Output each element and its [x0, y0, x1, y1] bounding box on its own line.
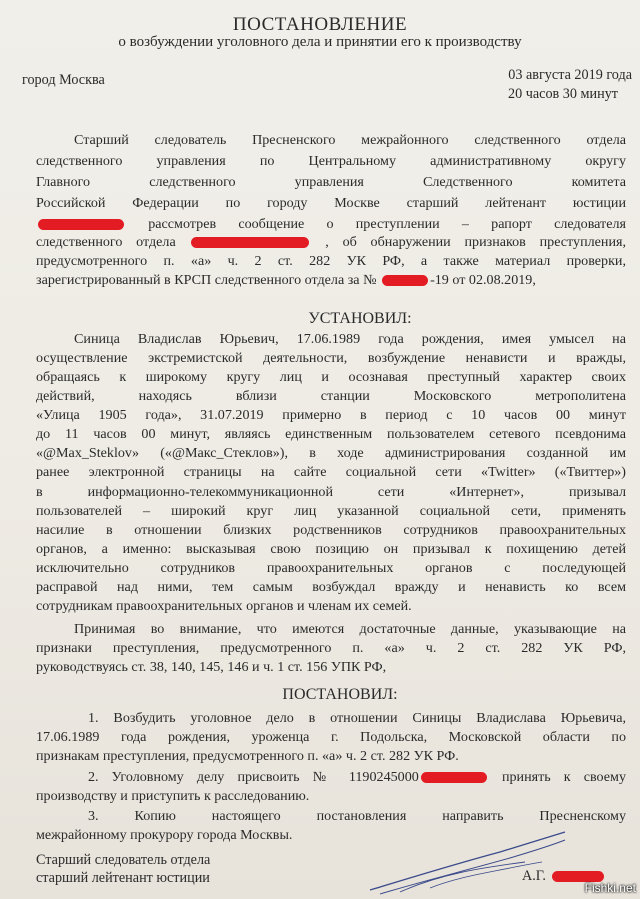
established-line: до 11 часов 00 минут, являясь единственным пользователем сетевого псевдонима [36, 426, 626, 442]
resolved-text: принять к своему [501, 769, 627, 785]
intro-line: следственного управления по Центральному административному округу [36, 153, 626, 169]
intro-line [36, 234, 626, 250]
redaction-mark [421, 772, 487, 783]
resolved-line: межрайонному прокурору города Москвы. [36, 827, 293, 843]
intro-line: предусмотренного п. «а» ч. 2 ст. 282 УК РФ, а также материал проверки, [36, 253, 626, 269]
section-heading-established: УСТАНОВИЛ: [308, 310, 412, 327]
city: город Москва [22, 72, 105, 88]
redaction-mark [382, 275, 428, 286]
established-line: органов, а именно: высказывая свою позицию он призывал к похищению детей [36, 541, 626, 557]
time: 20 часов 30 минут [508, 86, 618, 102]
intro-text: -19 от 02.08.2019, [430, 272, 536, 288]
document-subtitle: о возбуждении уголовного дела и принятии его к производству [118, 34, 522, 50]
intro-text: рассмотрев сообщение о преступлении – рапорт следователя [148, 216, 626, 232]
considering-line: руководствуясь ст. 38, 140, 145, 146 и ч. 1 ст. 156 УПК РФ, [36, 659, 387, 675]
resolved-line: производству и приступить к расследованию. [36, 788, 310, 804]
resolved-line: признакам преступления, предусмотренного п. «а» ч. 2 ст. 282 УК РФ. [36, 748, 459, 764]
date: 03 августа 2019 года [508, 67, 632, 83]
intro-text: зарегистрированный в КРСП следственного отдела за № [36, 272, 377, 288]
established-line: действий, находясь вблизи станции Московского метрополитена [36, 388, 626, 404]
established-line: насилие в отношении близких родственников сотрудников правоохранительных [36, 522, 626, 538]
resolved-line: 17.06.1989 года рождения, уроженца г. Подольска, Московской области по [36, 729, 626, 745]
watermark-logo: Fishki.net [584, 881, 636, 895]
established-line: осуществление экстремистской деятельности, возбуждение ненависти и вражды, [36, 350, 626, 366]
redaction-mark [191, 237, 309, 248]
intro-text: , об обнаружении признаков преступления, [325, 234, 626, 250]
established-line: Синица Владислав Юрьевич, 17.06.1989 года рождения, имея умысел на [74, 331, 626, 347]
established-line: обращаясь к широкому кругу лиц и осознавая преступный характер своих [36, 369, 626, 385]
signer-initials-text: А.Г. [522, 868, 546, 884]
resolved-line: 1. Возбудить уголовное дело в отношении Синицы Владислава Юрьевича, [88, 710, 626, 726]
established-line: пользователей – широкий круг лиц указанной социальной сети, применять [36, 503, 626, 519]
established-line: «@Max_Steklov» («@Макс_Стеклов»), в ходе администрирования созданной им [36, 445, 626, 461]
resolved-line: 3. Копию настоящего постановления направить Пресненскому [88, 808, 626, 824]
intro-text: следственного отдела [36, 234, 176, 250]
established-line: сотрудникам правоохранительных органов и членам их семей. [36, 598, 412, 614]
case-number [349, 769, 489, 785]
established-line: исключительно сотрудников правоохранительных органов с последующей [36, 560, 626, 576]
considering-line: признаки преступления, предусмотренного п. «а» ч. 2 ст. 282 УК РФ, [36, 640, 626, 656]
intro-line [36, 216, 626, 232]
intro-line: Старший следователь Пресненского межрайонного следственного отдела [74, 132, 626, 148]
established-line: в информационно-телекоммуникационной сети «Интернет», призывал [36, 484, 626, 500]
intro-line [36, 272, 626, 288]
redaction-mark [38, 219, 124, 230]
resolved-text: 2. Уголовному делу присвоить № [88, 769, 336, 785]
handwritten-signature [360, 828, 570, 898]
resolved-line [88, 769, 626, 785]
established-line: «Улица 1905 года», 31.07.2019 примерно в период с 10 часов 00 минут [36, 407, 626, 423]
established-line: ранее электронной страницы на сайте социальной сети «Twitter» («Твиттер») [36, 464, 626, 480]
signer-rank: старший лейтенант юстиции [36, 870, 210, 886]
intro-line: Российской Федерации по городу Москве старший лейтенант юстиции [36, 195, 626, 211]
signer-position: Старший следователь отдела [36, 852, 211, 868]
case-number-visible: 1190245000 [348, 769, 419, 785]
intro-line: Главного следственного управления Следственного комитета [36, 174, 626, 190]
section-heading-resolved: ПОСТАНОВИЛ: [282, 686, 398, 703]
considering-line: Принимая во внимание, что имеются достаточные данные, указывающие на [74, 621, 626, 637]
document-title: ПОСТАНОВЛЕНИЕ [232, 14, 408, 35]
established-line: расправой над ними, тем самым возбуждал вражду и ненависть ко всем [36, 579, 626, 595]
